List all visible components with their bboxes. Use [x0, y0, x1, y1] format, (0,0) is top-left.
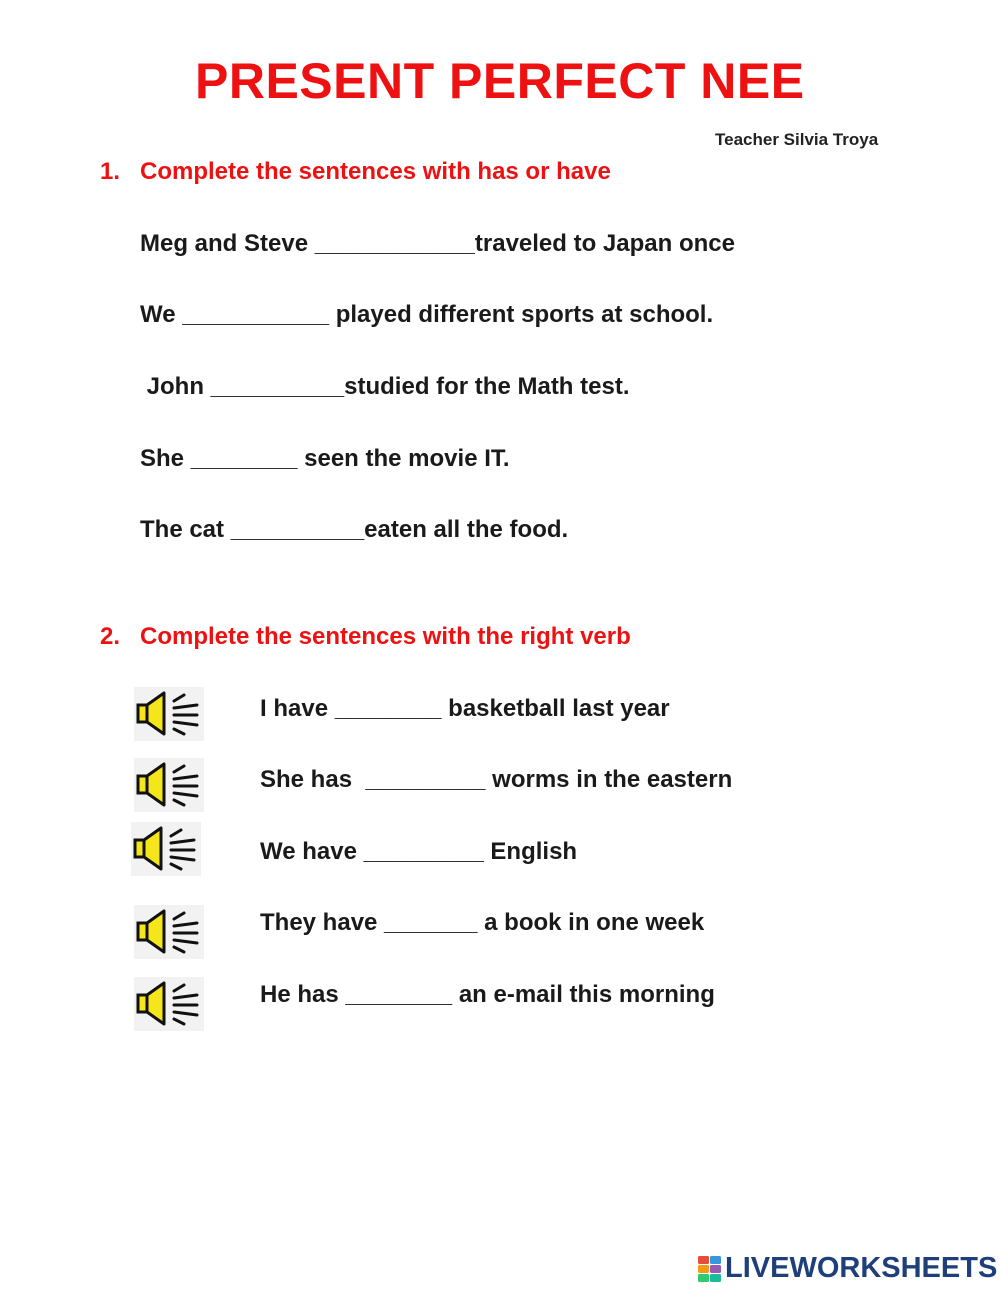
section-2-number: 2.: [100, 623, 121, 650]
section-2-sentence-5[interactable]: He has ________ an e-mail this morning: [260, 981, 715, 1008]
section-1-sentence-5[interactable]: The cat __________eaten all the food.: [140, 516, 569, 543]
section-2-sentence-4[interactable]: They have _______ a book in one week: [260, 909, 705, 936]
section-2-heading-text: Complete the sentences with the right verb: [140, 623, 631, 650]
section-2-sentence-2[interactable]: She has _________ worms in the eastern: [260, 766, 733, 793]
section-1-sentence-3[interactable]: John __________studied for the Math test.: [140, 373, 630, 400]
section-1-number: 1.: [100, 158, 121, 185]
liveworksheets-logo-icon: [697, 1255, 723, 1283]
section-1-sentence-4[interactable]: She ________ seen the movie IT.: [140, 445, 510, 472]
section-1-heading-text: Complete the sentences with has or have: [140, 158, 611, 185]
worksheet-title: PRESENT PERFECT NEE: [195, 53, 805, 109]
speaker-icon[interactable]: [134, 905, 204, 959]
speaker-icon[interactable]: [131, 822, 201, 876]
section-2-sentence-1[interactable]: I have ________ basketball last year: [260, 695, 670, 722]
section-1-sentence-2[interactable]: We ___________ played different sports at school.: [140, 301, 714, 328]
speaker-icon[interactable]: [134, 687, 204, 741]
teacher-name: Teacher Silvia Troya: [715, 130, 879, 149]
liveworksheets-brand-text: LIVEWORKSHEETS: [725, 1252, 998, 1284]
section-1-heading: [100, 158, 611, 186]
speaker-icon[interactable]: [134, 758, 204, 812]
speaker-icon[interactable]: [134, 977, 204, 1031]
section-2-heading: [100, 623, 631, 651]
section-2-sentence-3[interactable]: We have _________ English: [260, 838, 578, 865]
liveworksheets-logo[interactable]: [697, 1252, 997, 1286]
section-1-sentence-1[interactable]: Meg and Steve ____________traveled to Japan once: [140, 230, 735, 257]
